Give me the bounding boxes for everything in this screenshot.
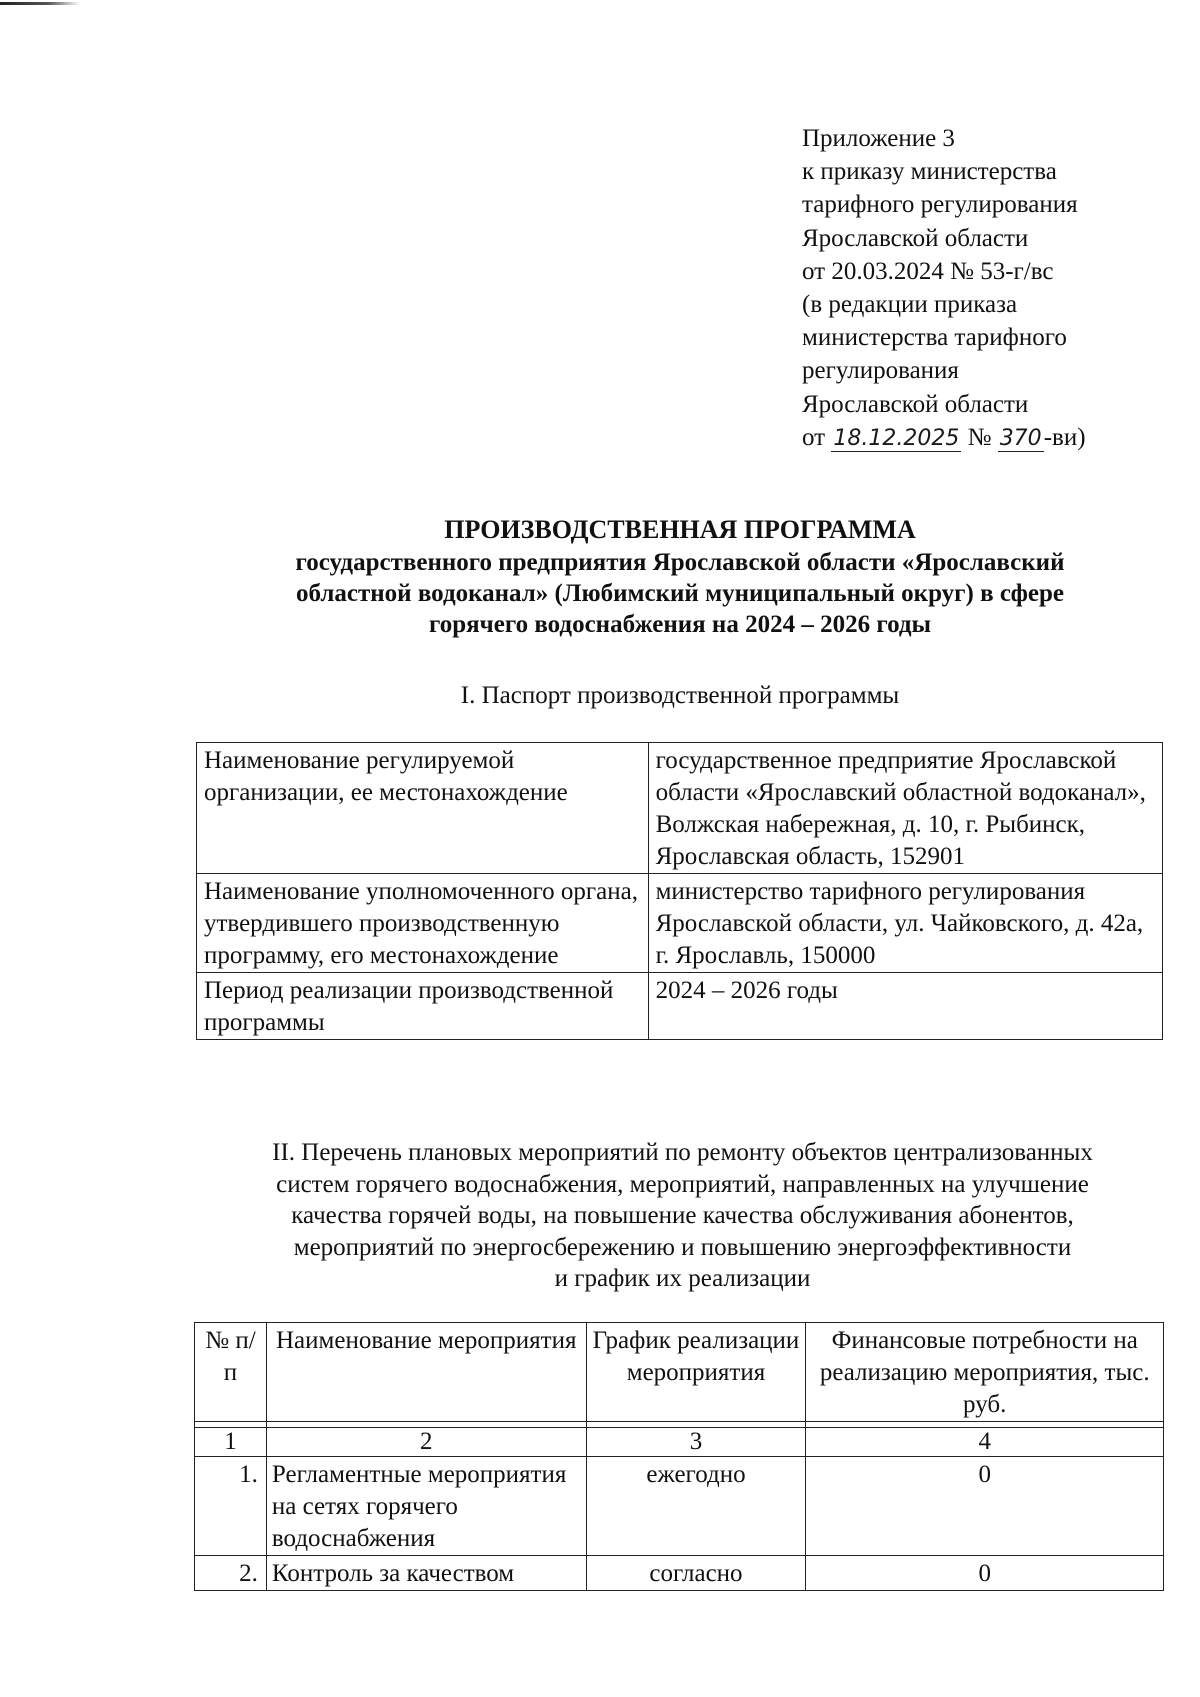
- column-header: Финансовые потребности на реализацию мероприятия, тыс. руб.: [806, 1323, 1164, 1422]
- table-row: [195, 1556, 1164, 1591]
- appendix-line: к приказу министерства: [802, 158, 1057, 186]
- section2-heading-line: и график их реализации: [554, 1265, 811, 1292]
- passport-value: государственное предприятие Ярославской области «Ярославский областной водоканал», Волжская набережная, д. 10, г. Рыбинск, Ярославская область, 152901: [648, 743, 1162, 874]
- section2-heading-line: II. Перечень плановых мероприятий по ремонту объектов централизованных: [272, 1139, 1093, 1166]
- column-number: 1: [195, 1428, 267, 1457]
- title-subtitle-line: горячего водоснабжения на 2024 – 2026 годы: [428, 611, 932, 638]
- column-header: № п/п: [195, 1323, 267, 1422]
- section2-heading-line: систем горячего водоснабжения, мероприятий, направленных на улучшение: [276, 1170, 1089, 1198]
- column-header: График реализации мероприятия: [586, 1323, 806, 1422]
- row-number: 1.: [195, 1457, 267, 1556]
- passport-label: Период реализации производственной программы: [197, 973, 649, 1040]
- event-schedule: ежегодно: [586, 1457, 806, 1556]
- passport-value: 2024 – 2026 годы: [648, 973, 1162, 1040]
- appendix-prefix: от: [802, 423, 826, 451]
- section2-heading: [190, 1137, 1175, 1295]
- appendix-line: тарифного регулирования: [802, 191, 1078, 219]
- appendix-revision-line: [802, 421, 1162, 454]
- appendix-line: (в редакции приказа: [802, 291, 1018, 319]
- appendix-suffix: -ви): [1043, 423, 1086, 451]
- column-number: 4: [806, 1428, 1164, 1457]
- section2-heading-line: мероприятий по энергосбережению и повышению энергоэффективности: [293, 1233, 1072, 1261]
- section1-heading: I. Паспорт производственной программы: [460, 682, 900, 709]
- column-header: Наименование мероприятия: [266, 1323, 586, 1422]
- section2-heading-line: качества горячей воды, на повышение качества обслуживания абонентов,: [291, 1202, 1074, 1229]
- handwritten-number: 370: [999, 425, 1042, 451]
- title-main: ПРОИЗВОДСТВЕННАЯ ПРОГРАММА: [444, 515, 916, 544]
- appendix-line: Ярославской области: [802, 390, 1029, 418]
- event-schedule: согласно: [586, 1556, 806, 1591]
- appendix-line: Ярославской области: [802, 224, 1029, 252]
- table-row: [197, 874, 1163, 973]
- table-row: [197, 743, 1163, 874]
- appendix-line: регулирования: [802, 357, 959, 385]
- column-number: 2: [266, 1428, 586, 1457]
- column-number: 3: [586, 1428, 806, 1457]
- event-name: Контроль за качеством: [266, 1556, 586, 1591]
- handwritten-date: 18.12.2025: [833, 425, 960, 451]
- table-row: [197, 973, 1163, 1040]
- event-name: Регламентные мероприятия на сетях горячего водоснабжения: [266, 1457, 586, 1556]
- scan-edge-mark: [0, 2, 80, 5]
- row-number: 2.: [195, 1556, 267, 1591]
- passport-table: [196, 742, 1163, 1040]
- document-title: [200, 514, 1160, 640]
- table-header-row: [195, 1323, 1164, 1422]
- appendix-line: министерства тарифного: [802, 324, 1067, 352]
- column-number-row: [195, 1428, 1164, 1457]
- passport-label: Наименование регулируемой организации, ее местонахождение: [197, 743, 649, 874]
- passport-value: министерство тарифного регулирования Ярославской области, ул. Чайковского, д. 42а, г. Ярославль, 150000: [648, 874, 1162, 973]
- events-table: [194, 1322, 1164, 1591]
- passport-label: Наименование уполномоченного органа, утвердившего производственную программу, его местонахождение: [197, 874, 649, 973]
- appendix-line: от 20.03.2024 № 53-г/вс: [802, 257, 1054, 285]
- table-row: [195, 1457, 1164, 1556]
- event-cost: 0: [806, 1457, 1164, 1556]
- number-sign: №: [967, 423, 992, 451]
- appendix-line: Приложение 3: [802, 125, 955, 152]
- appendix-block: [802, 122, 1162, 454]
- title-subtitle-line: государственного предприятия Ярославской области «Ярославский: [295, 549, 1065, 576]
- event-cost: 0: [806, 1556, 1164, 1591]
- title-subtitle-line: областной водоканал» (Любимский муниципальный округ) в сфере: [296, 580, 1064, 607]
